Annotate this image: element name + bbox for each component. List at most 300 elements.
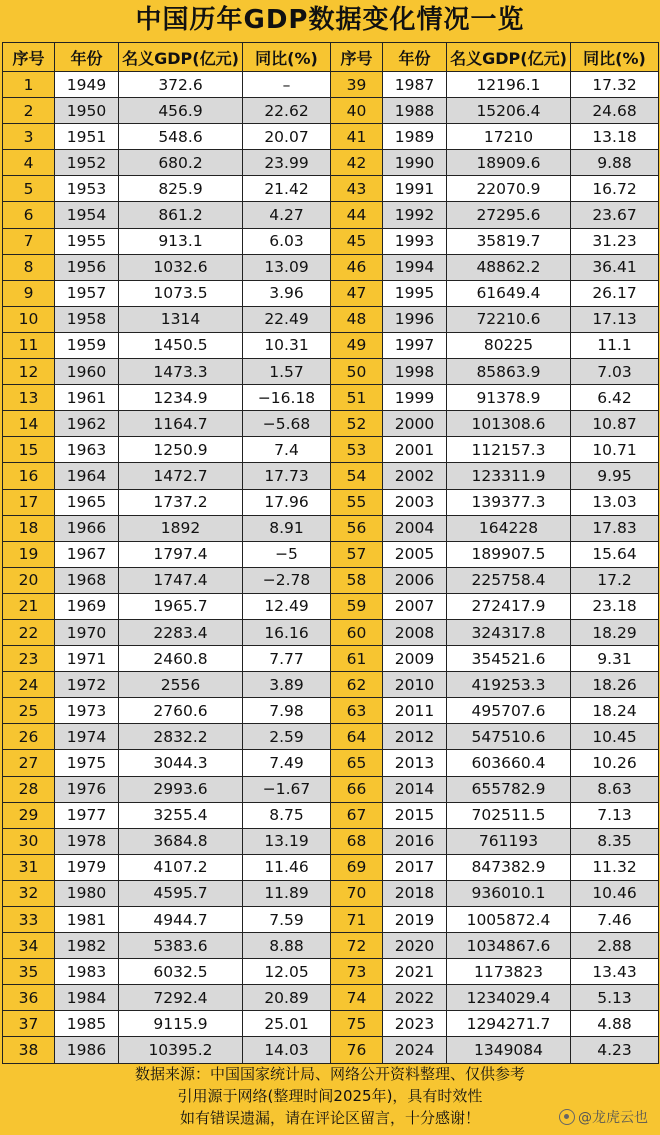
index-cell: 13 [3,385,55,411]
yoy-cell: 11.1 [571,332,659,358]
year-cell: 1952 [55,150,119,176]
year-cell: 1975 [55,750,119,776]
table-row [3,854,659,880]
index-cell: 10 [3,306,55,332]
index-cell: 1 [3,72,55,98]
yoy-cell: 5.13 [571,985,659,1011]
year-cell: 1979 [55,854,119,880]
year-cell: 1967 [55,541,119,567]
table-row [3,306,659,332]
yoy-cell: 8.91 [243,515,331,541]
header-index-right: 序号 [331,43,383,72]
table-row [3,385,659,411]
index-cell: 24 [3,672,55,698]
year-cell: 1985 [55,1011,119,1037]
index-cell: 31 [3,854,55,880]
gdp-cell: 1797.4 [119,541,243,567]
gdp-cell: 1349084 [447,1037,571,1063]
index-cell: 26 [3,724,55,750]
yoy-cell: 8.75 [243,802,331,828]
index-cell: 74 [331,985,383,1011]
index-cell: 27 [3,750,55,776]
gdp-cell: 680.2 [119,150,243,176]
table-row [3,907,659,933]
table-row [3,959,659,985]
gdp-cell: 1234029.4 [447,985,571,1011]
table-row [3,124,659,150]
index-cell: 38 [3,1037,55,1063]
index-cell: 42 [331,150,383,176]
year-cell: 1956 [55,254,119,280]
yoy-cell: 7.4 [243,437,331,463]
year-cell: 1957 [55,280,119,306]
index-cell: 57 [331,541,383,567]
index-cell: 5 [3,176,55,202]
index-cell: 58 [331,567,383,593]
gdp-cell: 1450.5 [119,332,243,358]
table-row [3,985,659,1011]
year-cell: 1987 [383,72,447,98]
index-cell: 6 [3,202,55,228]
gdp-cell: 2283.4 [119,619,243,645]
gdp-cell: 1472.7 [119,463,243,489]
table-row [3,437,659,463]
year-cell: 1960 [55,359,119,385]
gdp-cell: 10395.2 [119,1037,243,1063]
header-year-right: 年份 [383,43,447,72]
yoy-cell: 26.17 [571,280,659,306]
year-cell: 1963 [55,437,119,463]
header-gdp-left: 名义GDP(亿元) [119,43,243,72]
year-cell: 2013 [383,750,447,776]
gdp-cell: 123311.9 [447,463,571,489]
year-cell: 2004 [383,515,447,541]
yoy-cell: 13.09 [243,254,331,280]
year-cell: 2023 [383,1011,447,1037]
table-row [3,254,659,280]
gdp-table [2,42,659,1064]
year-cell: 1951 [55,124,119,150]
year-cell: 2001 [383,437,447,463]
gdp-cell: 112157.3 [447,437,571,463]
gdp-cell: 655782.9 [447,776,571,802]
index-cell: 60 [331,619,383,645]
yoy-cell: 13.19 [243,828,331,854]
yoy-cell: 25.01 [243,1011,331,1037]
table-row [3,228,659,254]
index-cell: 3 [3,124,55,150]
yoy-cell: −16.18 [243,385,331,411]
gdp-cell: 354521.6 [447,646,571,672]
yoy-cell: 2.59 [243,724,331,750]
index-cell: 61 [331,646,383,672]
table-row [3,98,659,124]
yoy-cell: 17.2 [571,567,659,593]
year-cell: 1986 [55,1037,119,1063]
index-cell: 56 [331,515,383,541]
year-cell: 1989 [383,124,447,150]
header-year-left: 年份 [55,43,119,72]
gdp-cell: 1747.4 [119,567,243,593]
year-cell: 2006 [383,567,447,593]
index-cell: 29 [3,802,55,828]
gdp-cell: 12196.1 [447,72,571,98]
table-row [3,672,659,698]
index-cell: 32 [3,880,55,906]
yoy-cell: 1.57 [243,359,331,385]
year-cell: 1972 [55,672,119,698]
yoy-cell: 15.64 [571,541,659,567]
index-cell: 73 [331,959,383,985]
yoy-cell: 22.49 [243,306,331,332]
yoy-cell: 13.03 [571,489,659,515]
year-cell: 1993 [383,228,447,254]
year-cell: 1983 [55,959,119,985]
gdp-cell: 35819.7 [447,228,571,254]
gdp-cell: 847382.9 [447,854,571,880]
yoy-cell: 10.31 [243,332,331,358]
index-cell: 36 [3,985,55,1011]
index-cell: 16 [3,463,55,489]
gdp-cell: 547510.6 [447,724,571,750]
table-row [3,619,659,645]
year-cell: 2002 [383,463,447,489]
year-cell: 1958 [55,306,119,332]
gdp-cell: 825.9 [119,176,243,202]
gdp-cell: 495707.6 [447,698,571,724]
year-cell: 1999 [383,385,447,411]
yoy-cell: 9.31 [571,646,659,672]
gdp-cell: 4944.7 [119,907,243,933]
gdp-cell: 324317.8 [447,619,571,645]
yoy-cell: 14.03 [243,1037,331,1063]
index-cell: 33 [3,907,55,933]
yoy-cell: 17.32 [571,72,659,98]
gdp-cell: 2993.6 [119,776,243,802]
index-cell: 14 [3,411,55,437]
year-cell: 2005 [383,541,447,567]
gdp-cell: 22070.9 [447,176,571,202]
yoy-cell: 31.23 [571,228,659,254]
table-row [3,802,659,828]
index-cell: 23 [3,646,55,672]
yoy-cell: 18.29 [571,619,659,645]
yoy-cell: 6.03 [243,228,331,254]
year-cell: 1992 [383,202,447,228]
gdp-cell: 17210 [447,124,571,150]
index-cell: 12 [3,359,55,385]
year-cell: 1953 [55,176,119,202]
index-cell: 17 [3,489,55,515]
year-cell: 1994 [383,254,447,280]
index-cell: 37 [3,1011,55,1037]
index-cell: 15 [3,437,55,463]
year-cell: 1949 [55,72,119,98]
year-cell: 2009 [383,646,447,672]
yoy-cell: 7.03 [571,359,659,385]
yoy-cell: 17.73 [243,463,331,489]
table-row [3,880,659,906]
yoy-cell: 9.88 [571,150,659,176]
table-row [3,202,659,228]
index-cell: 2 [3,98,55,124]
yoy-cell: 8.88 [243,933,331,959]
yoy-cell: 17.83 [571,515,659,541]
year-cell: 1991 [383,176,447,202]
gdp-cell: 1173823 [447,959,571,985]
gdp-cell: 1314 [119,306,243,332]
index-cell: 11 [3,332,55,358]
camera-icon [559,1109,575,1125]
table-row [3,463,659,489]
yoy-cell: 16.16 [243,619,331,645]
gdp-cell: 936010.1 [447,880,571,906]
gdp-table-wrapper [2,42,658,1064]
gdp-cell: 861.2 [119,202,243,228]
yoy-cell: 13.18 [571,124,659,150]
index-cell: 43 [331,176,383,202]
index-cell: 45 [331,228,383,254]
gdp-cell: 2832.2 [119,724,243,750]
year-cell: 2017 [383,854,447,880]
yoy-cell: 11.32 [571,854,659,880]
table-row [3,541,659,567]
year-cell: 2024 [383,1037,447,1063]
header-yoy-right: 同比(%) [571,43,659,72]
gdp-cell: 2556 [119,672,243,698]
year-cell: 1950 [55,98,119,124]
yoy-cell: 4.23 [571,1037,659,1063]
index-cell: 41 [331,124,383,150]
yoy-cell: 24.68 [571,98,659,124]
yoy-cell: 18.24 [571,698,659,724]
index-cell: 49 [331,332,383,358]
page-title: 中国历年GDP数据变化情况一览 [135,5,525,35]
index-cell: 40 [331,98,383,124]
yoy-cell: – [243,72,331,98]
year-cell: 1964 [55,463,119,489]
gdp-cell: 702511.5 [447,802,571,828]
table-row [3,750,659,776]
year-cell: 1980 [55,880,119,906]
gdp-cell: 1073.5 [119,280,243,306]
gdp-cell: 372.6 [119,72,243,98]
yoy-cell: 23.18 [571,593,659,619]
year-cell: 1997 [383,332,447,358]
index-cell: 18 [3,515,55,541]
index-cell: 72 [331,933,383,959]
index-cell: 71 [331,907,383,933]
index-cell: 54 [331,463,383,489]
gdp-cell: 2460.8 [119,646,243,672]
year-cell: 1966 [55,515,119,541]
index-cell: 52 [331,411,383,437]
index-cell: 7 [3,228,55,254]
yoy-cell: 6.42 [571,385,659,411]
gdp-cell: 1965.7 [119,593,243,619]
index-cell: 66 [331,776,383,802]
index-cell: 53 [331,437,383,463]
year-cell: 2010 [383,672,447,698]
index-cell: 20 [3,567,55,593]
index-cell: 48 [331,306,383,332]
year-cell: 1961 [55,385,119,411]
year-cell: 2015 [383,802,447,828]
year-cell: 2007 [383,593,447,619]
table-row [3,1011,659,1037]
yoy-cell: 7.49 [243,750,331,776]
gdp-cell: 1250.9 [119,437,243,463]
table-row [3,698,659,724]
index-cell: 69 [331,854,383,880]
yoy-cell: 10.71 [571,437,659,463]
gdp-cell: 419253.3 [447,672,571,698]
year-cell: 1988 [383,98,447,124]
year-cell: 1970 [55,619,119,645]
yoy-cell: 10.87 [571,411,659,437]
yoy-cell: 7.59 [243,907,331,933]
table-row [3,593,659,619]
table-row [3,332,659,358]
footer-source-line: 数据来源：中国国家统计局、网络公开资料整理、仅供参考 [134,1065,525,1083]
yoy-cell: 10.45 [571,724,659,750]
gdp-cell: 1164.7 [119,411,243,437]
index-cell: 21 [3,593,55,619]
year-cell: 2022 [383,985,447,1011]
year-cell: 1996 [383,306,447,332]
index-cell: 8 [3,254,55,280]
gdp-cell: 139377.3 [447,489,571,515]
yoy-cell: 3.96 [243,280,331,306]
gdp-cell: 1032.6 [119,254,243,280]
yoy-cell: 8.35 [571,828,659,854]
gdp-cell: 101308.6 [447,411,571,437]
year-cell: 1995 [383,280,447,306]
yoy-cell: 10.26 [571,750,659,776]
watermark [559,1107,648,1127]
gdp-cell: 4107.2 [119,854,243,880]
gdp-cell: 61649.4 [447,280,571,306]
table-row [3,828,659,854]
yoy-cell: 7.98 [243,698,331,724]
table-row [3,933,659,959]
year-cell: 2021 [383,959,447,985]
gdp-cell: 6032.5 [119,959,243,985]
index-cell: 55 [331,489,383,515]
index-cell: 4 [3,150,55,176]
year-cell: 1973 [55,698,119,724]
yoy-cell: 4.88 [571,1011,659,1037]
yoy-cell: 21.42 [243,176,331,202]
gdp-cell: 7292.4 [119,985,243,1011]
gdp-cell: 72210.6 [447,306,571,332]
yoy-cell: 9.95 [571,463,659,489]
year-cell: 2019 [383,907,447,933]
index-cell: 68 [331,828,383,854]
gdp-cell: 189907.5 [447,541,571,567]
yoy-cell: −1.67 [243,776,331,802]
gdp-cell: 27295.6 [447,202,571,228]
year-cell: 1998 [383,359,447,385]
year-cell: 1981 [55,907,119,933]
year-cell: 1968 [55,567,119,593]
yoy-cell: 7.13 [571,802,659,828]
yoy-cell: 23.67 [571,202,659,228]
table-row [3,724,659,750]
gdp-cell: 91378.9 [447,385,571,411]
gdp-cell: 164228 [447,515,571,541]
yoy-cell: 8.63 [571,776,659,802]
year-cell: 1974 [55,724,119,750]
index-cell: 30 [3,828,55,854]
gdp-cell: 3255.4 [119,802,243,828]
index-cell: 35 [3,959,55,985]
yoy-cell: −5.68 [243,411,331,437]
year-cell: 1977 [55,802,119,828]
gdp-cell: 9115.9 [119,1011,243,1037]
gdp-cell: 1737.2 [119,489,243,515]
index-cell: 34 [3,933,55,959]
year-cell: 2016 [383,828,447,854]
index-cell: 50 [331,359,383,385]
yoy-cell: 36.41 [571,254,659,280]
table-row [3,359,659,385]
index-cell: 59 [331,593,383,619]
gdp-cell: 2760.6 [119,698,243,724]
table-body [3,72,659,1064]
yoy-cell: 20.89 [243,985,331,1011]
year-cell: 1965 [55,489,119,515]
yoy-cell: 22.62 [243,98,331,124]
table-row [3,72,659,98]
index-cell: 70 [331,880,383,906]
index-cell: 46 [331,254,383,280]
index-cell: 22 [3,619,55,645]
yoy-cell: 7.46 [571,907,659,933]
year-cell: 2000 [383,411,447,437]
year-cell: 2003 [383,489,447,515]
year-cell: 1978 [55,828,119,854]
year-cell: 2012 [383,724,447,750]
gdp-cell: 1034867.6 [447,933,571,959]
gdp-cell: 1473.3 [119,359,243,385]
year-cell: 1969 [55,593,119,619]
index-cell: 64 [331,724,383,750]
yoy-cell: 12.05 [243,959,331,985]
index-cell: 28 [3,776,55,802]
yoy-cell: 7.77 [243,646,331,672]
year-cell: 1984 [55,985,119,1011]
yoy-cell: 17.13 [571,306,659,332]
watermark-text: @龙虎云也 [578,1110,648,1126]
year-cell: 1990 [383,150,447,176]
year-cell: 2020 [383,933,447,959]
table-row [3,489,659,515]
yoy-cell: 13.43 [571,959,659,985]
gdp-cell: 5383.6 [119,933,243,959]
header-index-left: 序号 [3,43,55,72]
header-yoy-left: 同比(%) [243,43,331,72]
gdp-cell: 272417.9 [447,593,571,619]
yoy-cell: −2.78 [243,567,331,593]
year-cell: 1962 [55,411,119,437]
yoy-cell: 11.89 [243,880,331,906]
yoy-cell: −5 [243,541,331,567]
footer-time-line: 引用源于网络(整理时间2025年)，具有时效性 [177,1087,483,1105]
gdp-cell: 4595.7 [119,880,243,906]
index-cell: 19 [3,541,55,567]
yoy-cell: 3.89 [243,672,331,698]
